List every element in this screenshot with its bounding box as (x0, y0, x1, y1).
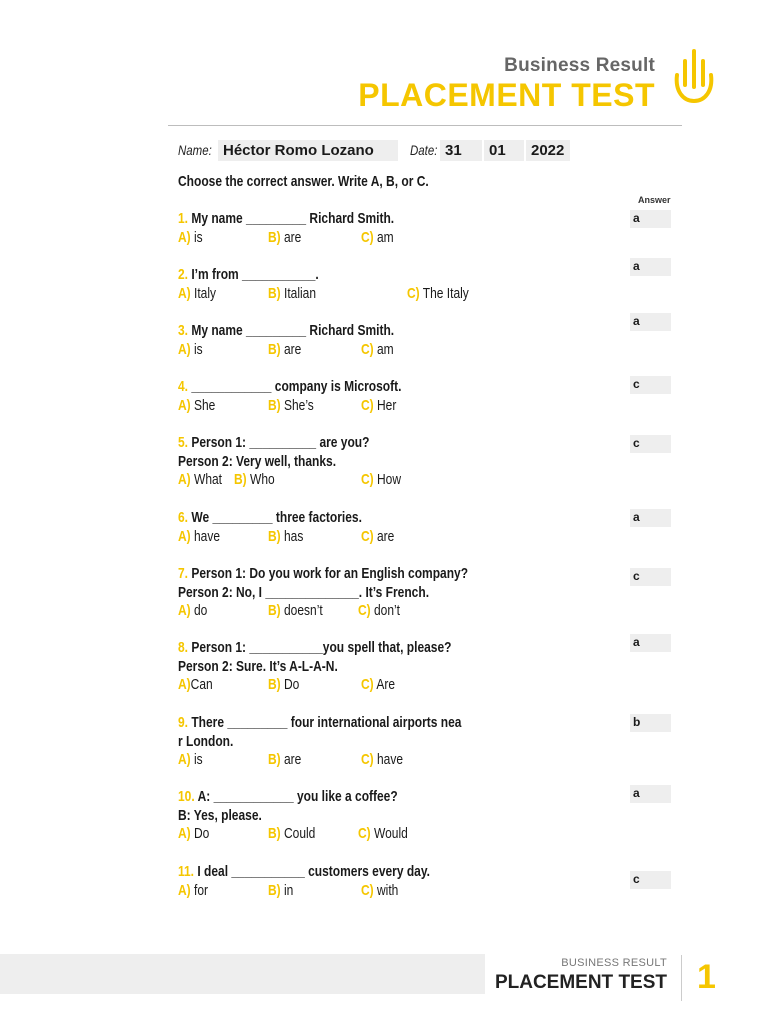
option-letter: B) (268, 340, 281, 358)
answer-option (407, 285, 469, 303)
question-text: ____________ company is Microsoft. (191, 378, 402, 395)
answer-field[interactable]: a (630, 634, 671, 652)
option-text: has (280, 527, 304, 545)
option-text: in (280, 881, 294, 899)
option-text: Italy (190, 284, 217, 302)
answer-field[interactable]: a (630, 785, 671, 803)
answer-option (268, 229, 301, 247)
option-text: Could (280, 825, 316, 842)
option-letter: C) (361, 228, 374, 246)
option-text: is (190, 228, 203, 246)
answer-option (361, 229, 394, 247)
option-text: Are (373, 676, 396, 693)
footer-title: PLACEMENT TEST (494, 972, 667, 993)
option-letter: C) (361, 881, 374, 899)
option-letter: A) (178, 881, 191, 899)
question-stem (178, 266, 319, 284)
answer-option (178, 751, 203, 769)
question-number: 6. (178, 509, 192, 526)
option-letter: C) (361, 751, 374, 768)
question-stem (178, 863, 430, 881)
option-letter: B) (268, 527, 281, 545)
answer-option (178, 825, 209, 843)
answer-field[interactable]: c (630, 435, 671, 453)
question-stem (178, 509, 362, 527)
answer-column-header: Answer (638, 195, 671, 205)
date-year-field[interactable]: 2022 (526, 140, 570, 161)
answer-option (178, 397, 215, 415)
option-letter: A) (178, 825, 191, 842)
option-text: How (373, 471, 402, 488)
option-letter: C) (361, 340, 374, 358)
question-text: Person 1: Do you work for an English company? (191, 565, 469, 582)
answer-option (268, 676, 299, 694)
answer-option (178, 285, 216, 303)
option-text: am (373, 340, 394, 358)
option-letter: A) (178, 602, 191, 619)
question-number: 2. (178, 266, 192, 283)
answer-option (361, 471, 401, 489)
question-stem (178, 658, 338, 676)
option-text: Do (280, 676, 300, 693)
option-letter: B) (234, 471, 247, 488)
answer-option (178, 676, 213, 694)
question-text: I’m from ___________. (191, 266, 319, 283)
answer-option (268, 285, 316, 303)
option-text: don’t (370, 602, 401, 619)
option-text: are (280, 228, 302, 246)
answer-option (361, 751, 403, 769)
answer-option (178, 341, 203, 359)
option-text: Do (190, 825, 210, 842)
question-stem (178, 378, 401, 396)
option-text: doesn’t (280, 602, 323, 619)
name-field[interactable]: Héctor Romo Lozano (218, 140, 398, 161)
question-stem (178, 453, 336, 471)
answer-option (268, 825, 315, 843)
date-day-field[interactable]: 31 (440, 140, 482, 161)
answer-option (268, 751, 301, 769)
answer-field[interactable]: a (630, 313, 671, 331)
option-text: Can (190, 676, 213, 693)
answer-field[interactable]: c (630, 568, 671, 586)
question-text: Person 1: ___________you spell that, please? (191, 639, 452, 656)
option-text: Would (370, 825, 408, 842)
question-stem (178, 639, 451, 657)
answer-option (268, 397, 314, 415)
answer-field[interactable]: a (630, 210, 671, 228)
option-letter: C) (361, 471, 374, 488)
option-letter: C) (361, 676, 374, 693)
question-number: 1. (178, 210, 192, 227)
option-letter: B) (268, 602, 281, 619)
question-text: B: Yes, please. (178, 806, 262, 824)
answer-option (268, 602, 323, 620)
option-text: with (373, 881, 399, 899)
option-text: She’s (280, 396, 314, 414)
question-number: 7. (178, 565, 192, 582)
question-text: r London. (178, 732, 234, 750)
answer-option (178, 602, 207, 620)
option-text: She (190, 396, 216, 414)
question-text: I deal ___________ customers every day. (197, 863, 430, 880)
question-text: My name _________ Richard Smith. (191, 322, 395, 339)
question-stem (178, 807, 262, 825)
question-number: 11. (178, 863, 198, 880)
question-number: 10. (178, 788, 198, 805)
answer-option (358, 825, 408, 843)
option-letter: B) (268, 676, 281, 693)
option-text: is (190, 751, 203, 768)
footer-subtitle: BUSINESS RESULT (561, 957, 667, 969)
header-divider (168, 125, 682, 126)
option-text: are (280, 751, 302, 768)
question-stem (178, 714, 461, 732)
option-letter: B) (268, 396, 281, 414)
question-stem (178, 788, 398, 806)
page-title: PLACEMENT TEST (358, 77, 655, 113)
option-text: have (373, 751, 404, 768)
answer-option (361, 341, 394, 359)
answer-option (268, 341, 301, 359)
option-letter: C) (358, 602, 371, 619)
option-letter: B) (268, 881, 281, 899)
answer-field[interactable]: a (630, 258, 671, 276)
option-letter: B) (268, 825, 281, 842)
option-letter: A) (178, 751, 191, 768)
date-month-field[interactable]: 01 (484, 140, 524, 161)
option-letter: C) (361, 527, 374, 545)
answer-option (178, 882, 208, 900)
question-stem (178, 434, 369, 452)
option-text: are (280, 340, 302, 358)
option-letter: A) (178, 471, 191, 488)
date-label: Date: (410, 142, 438, 158)
answer-field[interactable]: c (630, 871, 671, 889)
option-text: am (373, 228, 394, 246)
answer-option (178, 471, 222, 489)
option-text: Italian (280, 284, 317, 302)
option-text: do (190, 602, 208, 619)
answer-option (268, 882, 293, 900)
option-text: Her (373, 396, 397, 414)
answer-option (361, 882, 398, 900)
question-stem (178, 565, 468, 583)
question-number: 5. (178, 434, 192, 451)
answer-option (178, 229, 203, 247)
answer-option (361, 528, 394, 546)
option-letter: B) (268, 284, 281, 302)
question-text: Person 2: Very well, thanks. (178, 452, 337, 470)
brand-subtitle: Business Result (504, 55, 655, 76)
option-letter: C) (358, 825, 371, 842)
question-stem (178, 733, 233, 751)
option-text: are (373, 527, 395, 545)
page-number: 1 (697, 958, 716, 996)
option-text: have (190, 527, 221, 545)
answer-option (268, 528, 303, 546)
question-text: Person 2: Sure. It’s A-L-A-N. (178, 657, 338, 675)
option-letter: A) (178, 527, 191, 545)
option-text: The Italy (419, 284, 469, 302)
option-letter: A) (178, 228, 191, 246)
question-number: 8. (178, 639, 192, 656)
question-number: 9. (178, 714, 192, 731)
option-letter: B) (268, 751, 281, 768)
question-text: Person 1: __________ are you? (191, 434, 370, 451)
answer-option (234, 471, 275, 489)
question-number: 4. (178, 378, 192, 395)
option-letter: C) (361, 396, 374, 414)
question-text: My name _________ Richard Smith. (191, 210, 395, 227)
question-number: 3. (178, 322, 192, 339)
answer-option (178, 528, 220, 546)
question-stem (178, 210, 394, 228)
answer-option (361, 397, 396, 415)
answer-field[interactable]: c (630, 376, 671, 394)
option-letter: A) (178, 396, 191, 414)
instructions: Choose the correct answer. Write A, B, or C. (178, 173, 429, 190)
question-text: We _________ three factories. (191, 509, 362, 526)
footer-divider (681, 955, 682, 1001)
option-letter: B) (268, 228, 281, 246)
name-label: Name: (178, 142, 212, 158)
answer-field[interactable]: a (630, 509, 671, 527)
option-text: Who (246, 471, 275, 488)
question-text: There _________ four international airports nea (191, 714, 462, 731)
option-letter: A) (178, 676, 191, 693)
option-letter: A) (178, 284, 191, 302)
option-letter: A) (178, 340, 191, 358)
option-letter: C) (407, 284, 420, 302)
answer-field[interactable]: b (630, 714, 671, 732)
answer-option (361, 676, 395, 694)
question-stem (178, 584, 429, 602)
question-text: Person 2: No, I ______________. It’s French. (178, 583, 430, 601)
question-stem (178, 322, 394, 340)
question-text: A: ____________ you like a coffee? (197, 788, 398, 805)
answer-option (358, 602, 400, 620)
option-text: What (190, 471, 223, 488)
option-text: for (190, 881, 209, 899)
hand-logo-icon (671, 45, 717, 107)
option-text: is (190, 340, 203, 358)
footer-band (0, 954, 485, 994)
